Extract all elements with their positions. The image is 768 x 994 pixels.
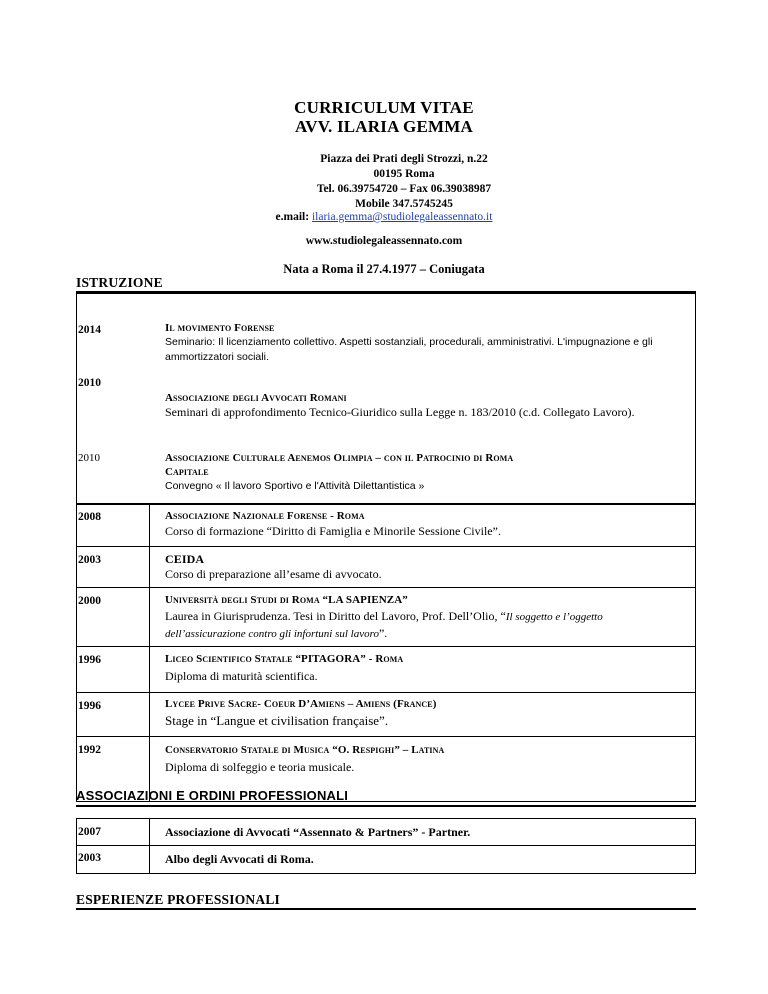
entry-institution: Associazione Culturale Aenemos Olimpia – con il Patrocinio di Roma (165, 452, 514, 464)
entry-description (165, 608, 685, 642)
address: Piazza dei Prati degli Strozzi, n.22 (320, 153, 488, 165)
entry-institution: CEIDA (165, 552, 205, 566)
table-column-divider (149, 818, 150, 874)
entry-description: Diploma di maturità scientifica. (165, 669, 318, 683)
row-divider (76, 587, 696, 588)
title-line-1: CURRICULUM VITAE (294, 98, 474, 117)
contact-block (254, 152, 554, 212)
email-line (0, 210, 768, 225)
title-line-2: AVV. ILARIA GEMMA (295, 117, 473, 136)
mobile: Mobile 347.5745245 (355, 198, 453, 210)
email-label: e.mail: (275, 211, 310, 223)
assoc-year: 2003 (78, 852, 101, 864)
birth-info: Nata a Roma il 27.4.1977 – Coniugata (283, 262, 485, 276)
entry-year: 2010 (78, 377, 101, 389)
entry-institution: Lycee Prive Sacre- Coeur D’Amiens – Amiens (France) (165, 698, 437, 710)
entry-year: 1996 (78, 654, 101, 666)
assoc-year: 2007 (78, 826, 101, 838)
email-link[interactable]: ilaria.gemma@studiolegaleassennato.it (311, 211, 493, 223)
entry-description: Corso di preparazione all’esame di avvocato. (165, 567, 382, 581)
description-end: ”. (378, 626, 388, 640)
entry-institution: Associazione Nazionale Forense - Roma (165, 510, 365, 522)
section-divider (76, 805, 696, 807)
entry-description: Seminari di approfondimento Tecnico-Giuridico sulla Legge n. 183/2010 (c.d. Collegato Lavoro). (165, 405, 635, 419)
thesis-title: Il soggetto e l’oggetto dell’assicurazione contro gli infortuni sul lavoro (165, 611, 603, 640)
section-heading-esperienze: ESPERIENZE PROFESSIONALI (76, 892, 280, 907)
row-divider (76, 736, 696, 737)
entry-description: Convegno « Il lavoro Sportivo e l'Attività Dilettantistica » (165, 480, 425, 492)
section-heading-istruzione: ISTRUZIONE (76, 275, 163, 290)
entry-description: Stage in “Langue et civilisation française”. (165, 713, 389, 728)
entry-institution: Associazione degli Avvocati Romani (165, 392, 347, 404)
entry-year: 2003 (78, 554, 101, 566)
entry-description: Diploma di solfeggio e teoria musicale. (165, 760, 355, 774)
entry-institution: Conservatorio Statale di Musica “O. Respighi” – Latina (165, 744, 445, 756)
entry-year: 2010 (78, 452, 100, 464)
description-text: Laurea in Giurisprudenza. Tesi in Diritto del Lavoro, Prof. Dell’Olio, “ (165, 609, 506, 623)
row-divider (76, 845, 696, 846)
row-divider (76, 646, 696, 647)
city: 00195 Roma (373, 168, 435, 180)
table-column-divider (149, 504, 150, 802)
entry-institution: Il movimento Forense (165, 322, 275, 334)
entry-year: 2000 (78, 595, 101, 607)
entry-year: 2014 (78, 324, 101, 336)
entry-institution: Liceo Scientifico Statale “PITAGORA” - Roma (165, 653, 404, 665)
entry-description: Corso di formazione “Diritto di Famiglia e Minorile Sessione Civile”. (165, 524, 501, 538)
assoc-text: Albo degli Avvocati di Roma. (165, 852, 314, 866)
website[interactable]: www.studiolegaleassennato.com (305, 235, 463, 247)
section-heading-associazioni: ASSOCIAZIONI E ORDINI PROFESSIONALI (76, 788, 349, 803)
entry-year: 2008 (78, 511, 101, 523)
row-divider (76, 546, 696, 547)
row-divider (76, 692, 696, 693)
entry-year: 1992 (78, 744, 101, 756)
entry-description: Seminario: Il licenziamento collettivo. Aspetti sostanziali, procedurali, amministrativi. L'impugnazione e gli ammortizzatori sociali. (165, 336, 653, 363)
entry-institution-cont: Capitale (165, 466, 209, 478)
entry-year: 1996 (78, 700, 101, 712)
entry-institution: Università degli Studi di Roma “LA SAPIENZA” (165, 594, 408, 606)
phone-fax: Tel. 06.39754720 – Fax 06.39038987 (316, 183, 492, 195)
section-divider (76, 908, 696, 910)
assoc-text: Associazione di Avvocati “Assennato & Partners” - Partner. (165, 825, 471, 839)
